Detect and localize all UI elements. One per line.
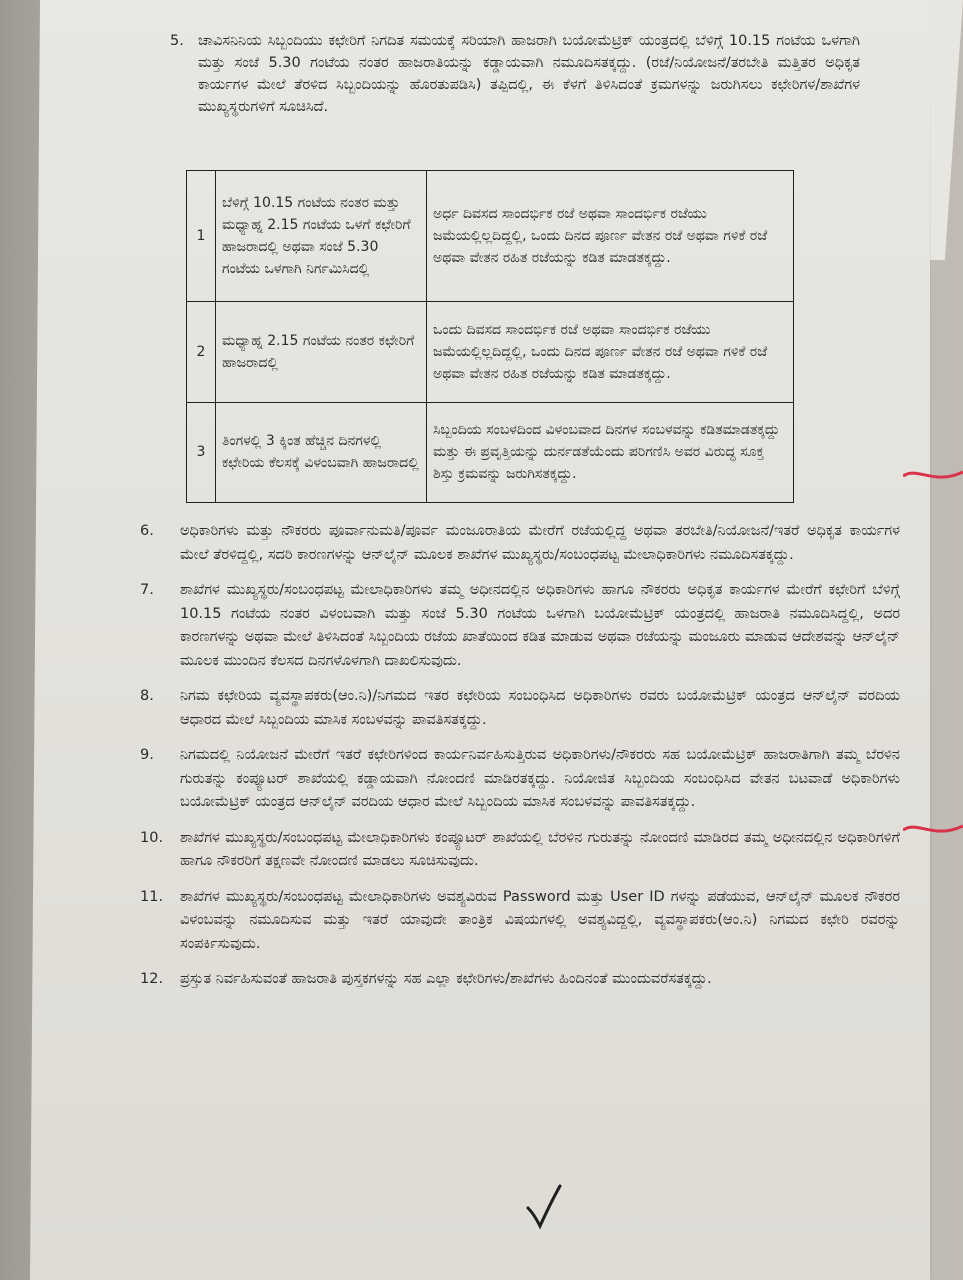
clause-number: 5. <box>170 33 184 49</box>
action-cell: ಅರ್ಧ ದಿವಸದ ಸಾಂದರ್ಭಿಕ ರಜೆ ಅಥವಾ ಸಾಂದರ್ಭಿಕ ರಜೆಯು ಜಮೆಯಲ್ಲಿಲ್ಲದಿದ್ದಲ್ಲಿ, ಒಂದು ದಿನದ ಪೂರ್ಣ ವೇತನ ರಜೆ ಅಥವಾ ಗಳಿಕೆ ರಜೆ ಅಥವಾ ವೇತನ ರಹಿತ ರಜೆಯನ್ನು ಕಡಿತ ಮಾಡತಕ್ಕದ್ದು. <box>427 171 794 302</box>
clause-8 <box>140 685 900 732</box>
condition-cell: ಬೆಳಿಗ್ಗೆ 10.15 ಗಂಟೆಯ ನಂತರ ಮತ್ತು ಮಧ್ಯಾಹ್ನ 2.15 ಗಂಟೆಯ ಒಳಗೆ ಕಛೇರಿಗೆ ಹಾಜರಾದಲ್ಲಿ ಅಥವಾ ಸಂಜೆ 5.30 ಗಂಟೆಯ ಒಳಗಾಗಿ ನಿರ್ಗಮಿಸಿದಲ್ಲಿ <box>216 171 427 302</box>
table-row <box>187 402 794 502</box>
clause-number: 9. <box>140 747 154 763</box>
clause-6 <box>140 520 900 567</box>
clause-number: 11. <box>140 888 164 905</box>
binding-string-icon <box>903 820 963 840</box>
action-cell: ಒಂದು ದಿವಸದ ಸಾಂದರ್ಭಿಕ ರಜೆ ಅಥವಾ ಸಾಂದರ್ಭಿಕ ರಜೆಯು ಜಮೆಯಲ್ಲಿಲ್ಲದಿದ್ದಲ್ಲಿ, ಒಂದು ದಿನದ ಪೂರ್ಣ ವೇತನ ರಜೆ ಅಥವಾ ಗಳಿಕೆ ರಜೆ ಅಥವಾ ವೇತನ ರಹಿತ ರಜೆಯನ್ನು ಕಡಿತ ಮಾಡತಕ್ಕದ್ದು. <box>427 302 794 402</box>
clauses-list <box>140 520 900 1004</box>
checkmark-icon <box>520 1180 580 1230</box>
clause-11 <box>140 886 900 957</box>
clause-number: 6. <box>140 523 154 539</box>
clause-text: ಅಧಿಕಾರಿಗಳು ಮತ್ತು ನೌಕರರು ಪೂರ್ವಾನುಮತಿ/ಪೂರ್ವ ಮಂಜೂರಾತಿಯ ಮೇರೆಗೆ ರಜೆಯಲ್ಲಿದ್ದ ಅಥವಾ ತರಬೇತಿ/ನಿಯೋಜನೆ/ಇತರೆ ಅಧಿಕೃತ ಕಾರ್ಯಗಳ ಮೇಲೆ ತೆರಳಿದ್ದಲ್ಲಿ, ಸದರಿ ಕಾರಣಗಳನ್ನು ಆನ್‌ಲೈನ್ ಮೂಲಕ ಶಾಖೆಗಳ ಮುಖ್ಯಸ್ಥರು/ಸಂಬಂಧಪಟ್ಟ ಮೇಲಾಧಿಕಾರಿಗಳು ನಮೂದಿಸತಕ್ಕದ್ದು. <box>180 523 900 563</box>
row-number: 2 <box>187 302 216 402</box>
clause-text: ನಿಗಮ ಕಛೇರಿಯ ವ್ಯವಸ್ಥಾಪಕರು(ಆಂ.ನಿ)/ನಿಗಮದ ಇತರ ಕಛೇರಿಯ ಸಂಬಂಧಿಸಿದ ಅಧಿಕಾರಿಗಳು ರವರು ಬಯೋಮೆಟ್ರಿಕ್ ಯಂತ್ರದ ಆನ್‌ಲೈನ್ ವರದಿಯ ಆಧಾರದ ಮೇಲೆ ಸಿಬ್ಬಂದಿಯ ಮಾಸಿಕ ಸಂಬಳವನ್ನು ಪಾವತಿಸತಕ್ಕದ್ದು. <box>180 688 900 728</box>
clause-text: ಪ್ರಸ್ತುತ ನಿರ್ವಹಿಸುವಂತೆ ಹಾಜರಾತಿ ಪುಸ್ತಕಗಳನ್ನು ಸಹ ಎಲ್ಲಾ ಕಛೇರಿಗಳು/ಶಾಖೆಗಳು ಹಿಂದಿನಂತೆ ಮುಂದುವರೆಸತಕ್ಕದ್ದು. <box>180 971 712 987</box>
clause-text: ಶಾಖೆಗಳ ಮುಖ್ಯಸ್ಥರು/ಸಂಬಂಧಪಟ್ಟ ಮೇಲಾಧಿಕಾರಿಗಳು ತಮ್ಮ ಅಧೀನದಲ್ಲಿನ ಅಧಿಕಾರಿಗಳು ಹಾಗೂ ನೌಕರರು ಅಧಿಕೃತ ಕಾರ್ಯಗಳ ಮೇರೆಗೆ ಕಛೇರಿಗೆ ಬೆಳಿಗ್ಗೆ 10.15 ಗಂಟೆಯ ನಂತರ ವಿಳಂಬವಾಗಿ ಮತ್ತು ಸಂಜೆ 5.30 ಗಂಟೆಯ ಒಳಗಾಗಿ ಬಯೋಮೆಟ್ರಿಕ್ ಯಂತ್ರದಲ್ಲಿ ಹಾಜರಾತಿ ನಮೂದಿಸಿದ್ದಲ್ಲಿ, ಅದರ ಕಾರಣಗಳನ್ನು ಅಥವಾ ಮೇಲೆ ತಿಳಿಸಿದಂತೆ ಸಿಬ್ಬಂದಿಯ ರಜೆಯ ಖಾತೆಯಿಂದ ಕಡಿತ ಮಾಡುವ ಅಥವಾ ರಜೆಯನ್ನು ಮಂಜೂರು ಮಾಡುವ ಆದೇಶವನ್ನು ಆನ್‌ಲೈನ್ ಮೂಲಕ ಮುಂದಿನ ಕೆಲಸದ ದಿನಗಳೊಳಗಾಗಿ ದಾಖಲಿಸುವುದು. <box>180 582 900 669</box>
clause-number: 12. <box>140 971 164 987</box>
action-cell: ಸಿಬ್ಬಂದಿಯ ಸಂಬಳದಿಂದ ವಿಳಂಬವಾದ ದಿನಗಳ ಸಂಬಳವನ್ನು ಕಡಿತಮಾಡತಕ್ಕದ್ದು ಮತ್ತು ಈ ಪ್ರವೃತ್ತಿಯನ್ನು ದುರ್ನಡತೆಯೆಂದು ಪರಿಗಣಿಸಿ ಅವರ ವಿರುದ್ಧ ಸೂಕ್ತ ಶಿಸ್ತು ಕ್ರಮವನ್ನು ಜರುಗಿಸತಕ್ಕದ್ದು. <box>427 402 794 502</box>
clause-text: ಶಾಖೆಗಳ ಮುಖ್ಯಸ್ಥರು/ಸಂಬಂಧಪಟ್ಟ ಮೇಲಾಧಿಕಾರಿಗಳು ಕಂಪ್ಯೂಟರ್ ಶಾಖೆಯಲ್ಲಿ ಬೆರಳಿನ ಗುರುತನ್ನು ನೋಂದಣಿ ಮಾಡಿರದ ತಮ್ಮ ಅಧೀನದಲ್ಲಿನ ಅಧಿಕಾರಿಗಳಿಗೆ ಹಾಗೂ ನೌಕರರಿಗೆ ತಕ್ಷಣವೇ ನೋಂದಣಿ ಮಾಡಲು ಸೂಚಿಸುವುದು. <box>180 829 900 869</box>
clause-number: 7. <box>140 582 154 598</box>
condition-cell: ತಿಂಗಳಲ್ಲಿ 3 ಕ್ಕಿಂತ ಹೆಚ್ಚಿನ ದಿನಗಳಲ್ಲಿ ಕಛೇರಿಯ ಕೆಲಸಕ್ಕೆ ವಿಳಂಬವಾಗಿ ಹಾಜರಾದಲ್ಲಿ <box>216 402 427 502</box>
table-row <box>187 171 794 302</box>
document-content <box>170 30 860 130</box>
clause-number: 10. <box>140 829 164 846</box>
row-number: 3 <box>187 402 216 502</box>
clause-5 <box>170 30 860 118</box>
binding-string-icon <box>903 466 963 486</box>
row-number: 1 <box>187 171 216 302</box>
clause-12 <box>140 968 900 992</box>
clause-text: ನಿಗಮದಲ್ಲಿ ನಿಯೋಜನೆ ಮೇರೆಗೆ ಇತರೆ ಕಛೇರಿಗಳಿಂದ ಕಾರ್ಯನಿರ್ವಹಿಸುತ್ತಿರುವ ಅಧಿಕಾರಿಗಳು/ನೌಕರರು ಸಹ ಬಯೋಮೆಟ್ರಿಕ್ ಹಾಜರಾತಿಗಾಗಿ ತಮ್ಮ ಬೆರಳಿನ ಗುರುತನ್ನು ಕಂಪ್ಯೂಟರ್ ಶಾಖೆಯಲ್ಲಿ ಕಡ್ಡಾಯವಾಗಿ ನೋಂದಣಿ ಮಾಡಿರತಕ್ಕದ್ದು. ನಿಯೋಜಿತ ಸಿಬ್ಬಂದಿಯ ಸಂಬಂಧಿಸಿದ ವೇತನ ಬಟವಾಡೆ ಅಧಿಕಾರಿಗಳು ಬಯೋಮೆಟ್ರಿಕ್ ಯಂತ್ರದ ಆನ್‌ಲೈನ್ ವರದಿಯ ಆಧಾರ ಮೇಲೆ ಸಿಬ್ಬಂದಿಯ ಮಾಸಿಕ ಸಂಬಳವನ್ನು ಪಾವತಿಸತಕ್ಕದ್ದು. <box>180 747 900 810</box>
clause-7 <box>140 579 900 673</box>
clause-10 <box>140 827 900 874</box>
table-row <box>187 302 794 402</box>
clause-number: 8. <box>140 688 154 704</box>
clause-text: ಚಾವಿಸನಿನಿಯ ಸಿಬ್ಬಂದಿಯು ಕಛೇರಿಗೆ ನಿಗದಿತ ಸಮಯಕ್ಕೆ ಸರಿಯಾಗಿ ಹಾಜರಾಗಿ ಬಯೋಮೆಟ್ರಿಕ್ ಯಂತ್ರದಲ್ಲಿ ಬೆಳಿಗ್ಗೆ 10.15 ಗಂಟೆಯ ಒಳಗಾಗಿ ಮತ್ತು ಸಂಜೆ 5.30 ಗಂಟೆಯ ನಂತರ ಹಾಜರಾತಿಯನ್ನು ಕಡ್ಡಾಯವಾಗಿ ನಮೂದಿಸತಕ್ಕದ್ದು. (ರಜೆ/ನಿಯೋಜನೆ/ತರಬೇತಿ ಮತ್ತಿತರ ಅಧಿಕೃತ ಕಾರ್ಯಗಳ ಮೇಲೆ ತೆರಳಿದ ಸಿಬ್ಬಂದಿಯನ್ನು ಹೊರತುಪಡಿಸಿ) ತಪ್ಪಿದಲ್ಲಿ, ಈ ಕೆಳಗೆ ತಿಳಿಸಿದಂತೆ ಕ್ರಮಗಳನ್ನು ಜರುಗಿಸಲು ಕಛೇರಿಗಳ/ಶಾಖೆಗಳ ಮುಖ್ಯಸ್ಥರುಗಳಿಗೆ ಸೂಚಿಸಿದೆ. <box>198 33 860 115</box>
clause-text: ಶಾಖೆಗಳ ಮುಖ್ಯಸ್ಥರು/ಸಂಬಂಧಪಟ್ಟ ಮೇಲಾಧಿಕಾರಿಗಳು ಅವಶ್ಯವಿರುವ Password ಮತ್ತು User ID ಗಳನ್ನು ಪಡೆಯುವ, ಆನ್‌ಲೈನ್ ಮೂಲಕ ನೌಕರರ ವಿಳಂಬವನ್ನು ನಮೂದಿಸುವ ಮತ್ತು ಇತರೆ ಯಾವುದೇ ತಾಂತ್ರಿಕ ವಿಷಯಗಳಲ್ಲಿ ಅವಶ್ಯವಿದ್ದಲ್ಲಿ, ವ್ಯವಸ್ಥಾಪಕರು(ಆಂ.ನಿ) ನಿಗಮದ ಕಛೇರಿ ರವರನ್ನು ಸಂಪರ್ಕಿಸುವುದು. <box>180 888 900 952</box>
clause-9 <box>140 744 900 815</box>
condition-cell: ಮಧ್ಯಾಹ್ನ 2.15 ಗಂಟೆಯ ನಂತರ ಕಛೇರಿಗೆ ಹಾಜರಾದಲ್ಲಿ <box>216 302 427 402</box>
penalty-table <box>186 170 794 503</box>
